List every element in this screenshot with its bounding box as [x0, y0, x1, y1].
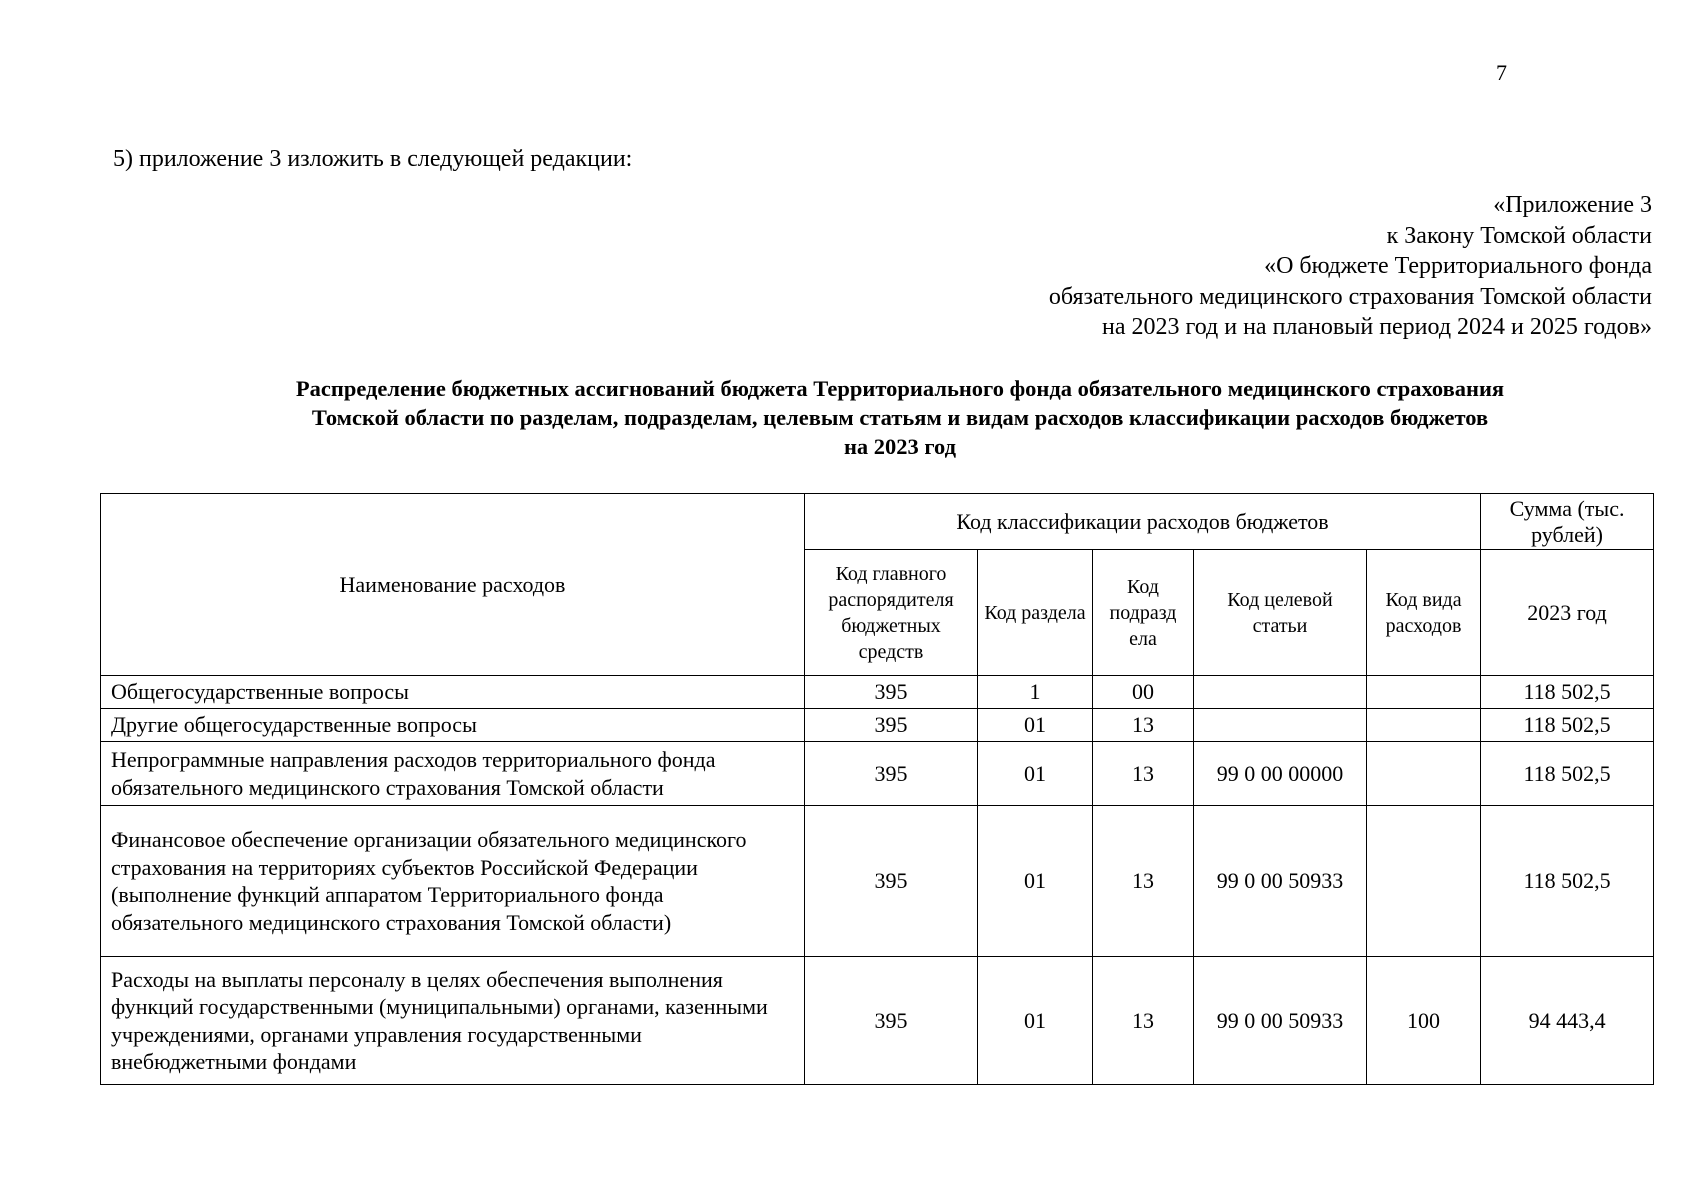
table-header-row	[101, 494, 1654, 550]
cell-target: 99 0 00 00000	[1194, 742, 1367, 806]
cell-target	[1194, 676, 1367, 709]
cell-type	[1367, 709, 1481, 742]
annex-header-line: «О бюджете Территориального фонда	[1264, 253, 1652, 279]
header-subsection-code: Код подразд ела	[1093, 550, 1194, 676]
page-number: 7	[1496, 60, 1507, 85]
header-main-manager-code: Код главного распорядителя бюджетных средств	[805, 550, 978, 676]
cell-section: 01	[978, 709, 1093, 742]
cell-name: Расходы на выплаты персоналу в целях обеспечения выполнения функций государственными (муниципальными) органами, казенными учреждениями, органами управления государственными внебюджетными фондами	[101, 957, 805, 1085]
cell-subsection: 13	[1093, 709, 1194, 742]
cell-type	[1367, 806, 1481, 957]
cell-amount: 118 502,5	[1481, 742, 1654, 806]
cell-subsection: 13	[1093, 806, 1194, 957]
intro-paragraph: 5) приложение 3 изложить в следующей редакции:	[113, 146, 633, 172]
header-name: Наименование расходов	[101, 494, 805, 676]
cell-manager: 395	[805, 806, 978, 957]
cell-manager: 395	[805, 957, 978, 1085]
table-row	[101, 957, 1654, 1085]
cell-target: 99 0 00 50933	[1194, 957, 1367, 1085]
cell-target	[1194, 709, 1367, 742]
cell-name: Другие общегосударственные вопросы	[101, 709, 805, 742]
budget-table	[100, 493, 1654, 1085]
cell-target: 99 0 00 50933	[1194, 806, 1367, 957]
cell-amount: 118 502,5	[1481, 806, 1654, 957]
cell-name: Финансовое обеспечение организации обязательного медицинского страхования на территориях субъектов Российской Федерации (выполнение функций аппаратом Территориального фонда обязательного медицинского страхования Томской области)	[101, 806, 805, 957]
table-row	[101, 676, 1654, 709]
table-row	[101, 806, 1654, 957]
header-section-code: Код раздела	[978, 550, 1093, 676]
cell-subsection: 00	[1093, 676, 1194, 709]
document-title	[101, 374, 1698, 461]
cell-manager: 395	[805, 742, 978, 806]
cell-type	[1367, 742, 1481, 806]
cell-section: 01	[978, 957, 1093, 1085]
cell-manager: 395	[805, 676, 978, 709]
cell-amount: 94 443,4	[1481, 957, 1654, 1085]
cell-section: 01	[978, 742, 1093, 806]
cell-section: 1	[978, 676, 1093, 709]
header-year: 2023 год	[1481, 550, 1654, 676]
cell-type	[1367, 676, 1481, 709]
table-row	[101, 709, 1654, 742]
cell-amount: 118 502,5	[1481, 709, 1654, 742]
annex-header-line: к Закону Томской области	[1386, 222, 1652, 249]
cell-name: Общегосударственные вопросы	[101, 676, 805, 709]
title-line: на 2023 год	[843, 434, 957, 459]
table-row	[101, 742, 1654, 806]
cell-type: 100	[1367, 957, 1481, 1085]
header-target-article-code: Код целевой статьи	[1194, 550, 1367, 676]
annex-header	[1049, 190, 1652, 343]
cell-amount: 118 502,5	[1481, 676, 1654, 709]
annex-header-line: обязательного медицинского страхования Томской области	[1048, 283, 1652, 310]
cell-subsection: 13	[1093, 957, 1194, 1085]
header-sum-group: Сумма (тыс. рублей)	[1481, 494, 1654, 550]
annex-header-line: на 2023 год и на плановый период 2024 и 2025 годов»	[1101, 314, 1652, 340]
header-expense-type-code: Код вида расходов	[1367, 550, 1481, 676]
header-classification-group: Код классификации расходов бюджетов	[805, 494, 1481, 550]
cell-manager: 395	[805, 709, 978, 742]
cell-section: 01	[978, 806, 1093, 957]
title-line: Томской области по разделам, подразделам, целевым статьям и видам расходов классификации расходов бюджетов	[311, 405, 1489, 430]
cell-subsection: 13	[1093, 742, 1194, 806]
title-line: Распределение бюджетных ассигнований бюджета Территориального фонда обязательного медицинского страхования	[295, 376, 1505, 401]
annex-header-line: «Приложение 3	[1493, 192, 1652, 218]
cell-name: Непрограммные направления расходов территориального фонда обязательного медицинского страхования Томской области	[101, 742, 805, 806]
